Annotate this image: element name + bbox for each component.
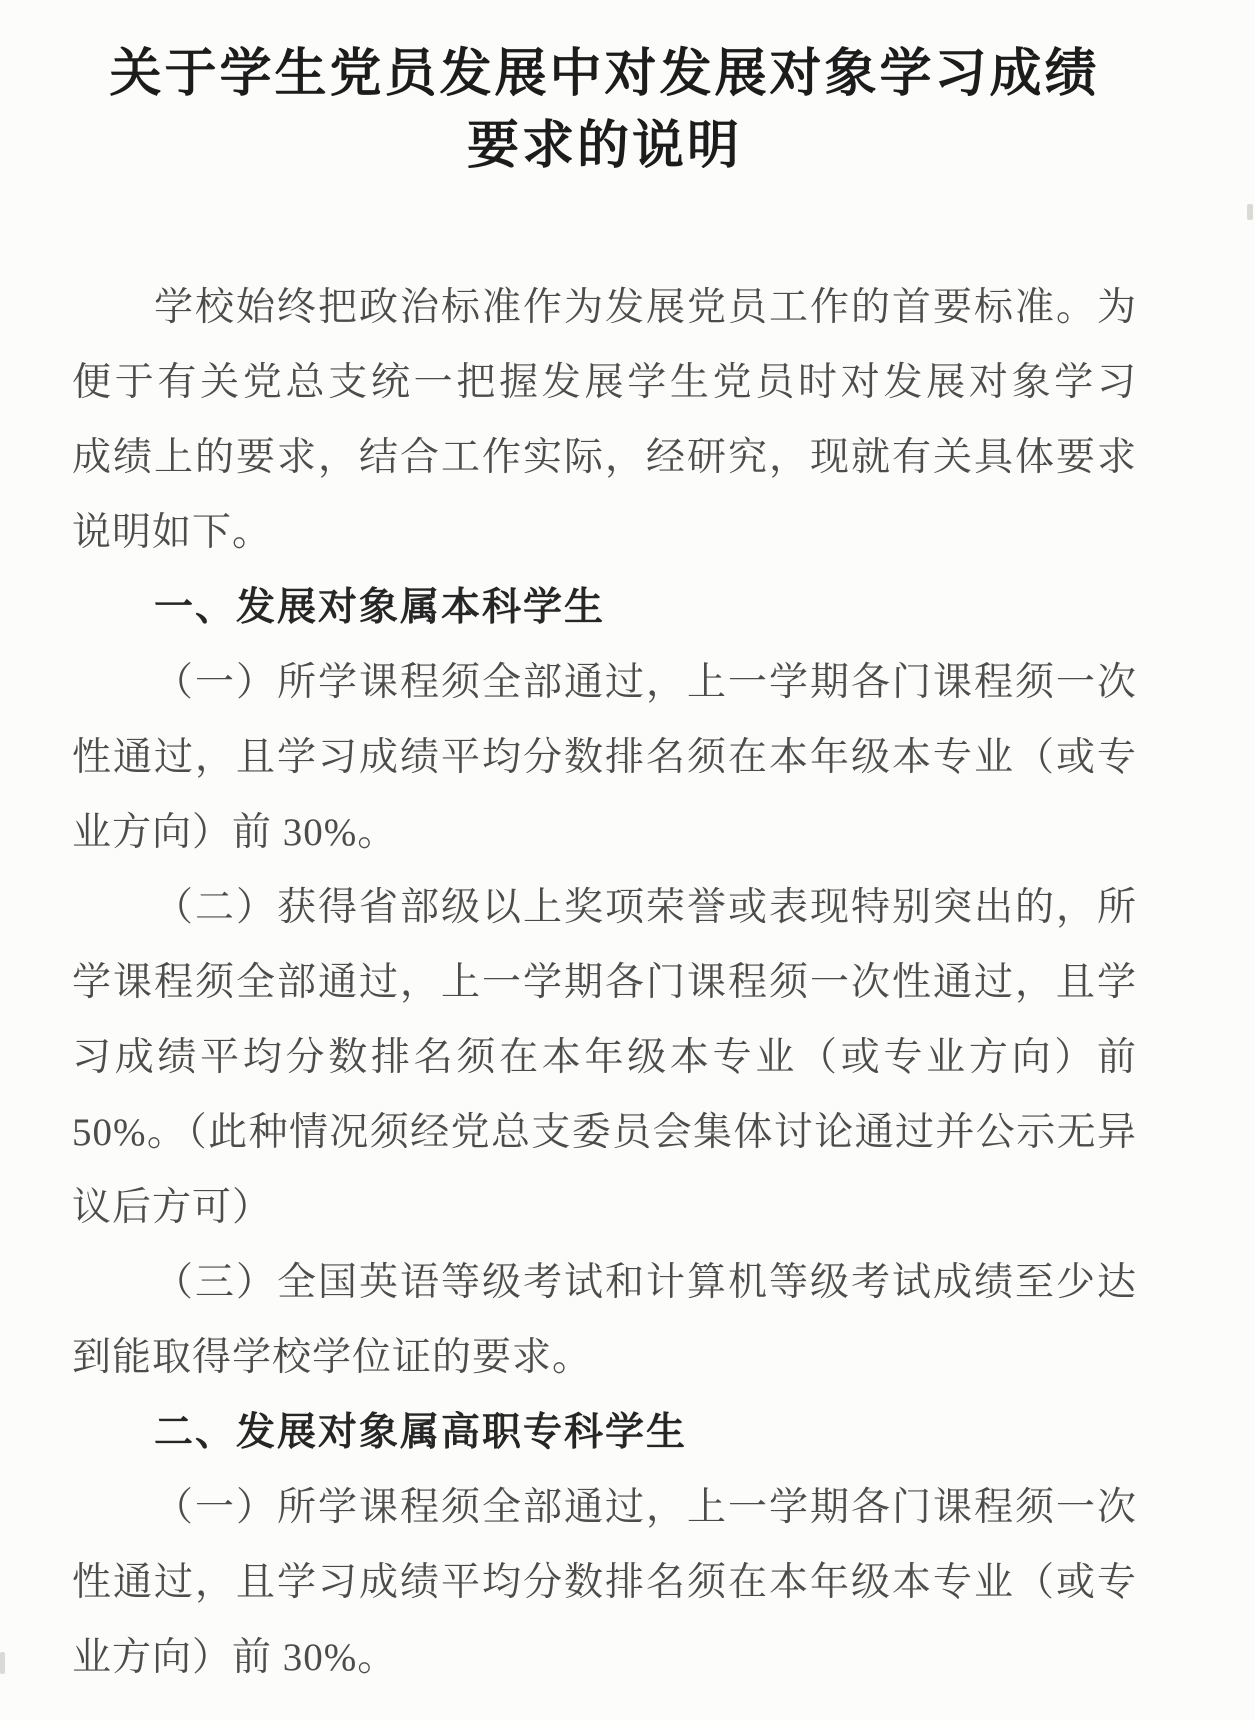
document-line: 性通过，且学习成绩平均分数排名须在本年级本专业（或专 bbox=[72, 1561, 1137, 1604]
document-line: 学课程须全部通过，上一学期各门课程须一次性通过，且学 bbox=[72, 961, 1137, 1004]
document-title bbox=[72, 38, 1137, 182]
document-line: 性通过，且学习成绩平均分数排名须在本年级本专业（或专 bbox=[72, 736, 1137, 779]
document-line: 成绩上的要求，结合工作实际，经研究，现就有关具体要求 bbox=[72, 436, 1137, 479]
scan-artifact-right bbox=[1247, 204, 1253, 220]
document-title-line-2: 要求的说明 bbox=[466, 117, 742, 175]
document-line: 学校始终把政治标准作为发展党员工作的首要标准。为 bbox=[154, 286, 1137, 329]
scan-artifact-left bbox=[0, 1652, 5, 1674]
document-line: 业方向）前 30%。 bbox=[72, 811, 398, 854]
document-line: （三）全国英语等级考试和计算机等级考试成绩至少达 bbox=[154, 1261, 1137, 1304]
document-line: 到能取得学校学位证的要求。 bbox=[72, 1336, 593, 1379]
document-line: 便于有关党总支统一把握发展学生党员时对发展对象学习 bbox=[72, 361, 1137, 404]
document-line: 50%。（此种情况须经党总支委员会集体讨论通过并公示无异 bbox=[72, 1111, 1137, 1154]
document-line: （二）获得省部级以上奖项荣誉或表现特别突出的，所 bbox=[154, 886, 1137, 929]
document-line: （一）所学课程须全部通过，上一学期各门课程须一次 bbox=[154, 1486, 1137, 1529]
document-line: （一）所学课程须全部通过，上一学期各门课程须一次 bbox=[154, 661, 1137, 704]
document-line: 说明如下。 bbox=[72, 511, 273, 554]
document-line: 议后方可） bbox=[72, 1186, 273, 1229]
section-heading: 二、发展对象属高职专科学生 bbox=[154, 1411, 688, 1454]
document-body bbox=[72, 270, 1137, 1695]
document-title-line-1: 关于学生党员发展中对发展对象学习成绩 bbox=[109, 45, 1100, 103]
section-heading: 一、发展对象属本科学生 bbox=[154, 586, 606, 629]
document-line: 习成绩平均分数排名须在本年级本专业（或专业方向）前 bbox=[72, 1036, 1137, 1079]
document-line: 业方向）前 30%。 bbox=[72, 1636, 398, 1679]
